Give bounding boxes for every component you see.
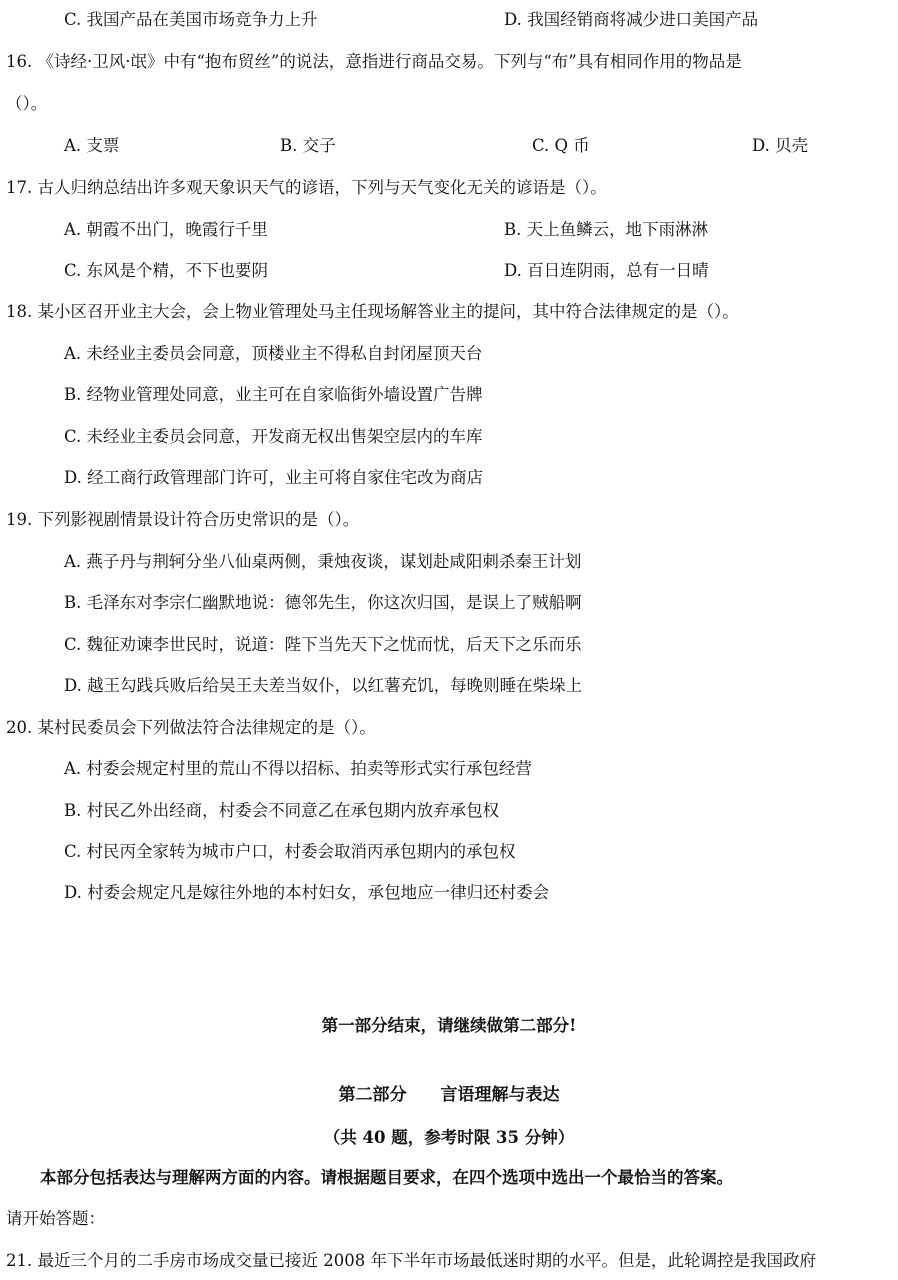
q17-option-d: D. 百日连阴雨，总有一日晴 — [504, 261, 709, 280]
q18-option-c: C. 未经业主委员会同意，开发商无权出售架空层内的车库 — [64, 427, 483, 446]
q20-option-a: A. 村委会规定村里的荒山不得以招标、拍卖等形式实行承包经营 — [64, 759, 532, 778]
q19-option-c: C. 魏征劝谏李世民时，说道：陛下当先天下之忧而忧，后天下之乐而乐 — [64, 635, 582, 654]
q18-option-a: A. 未经业主委员会同意，顶楼业主不得私自封闭屋顶天台 — [64, 344, 483, 363]
q16-option-c: C. Q 币 — [532, 136, 590, 155]
part2-title: 第二部分 言语理解与表达 — [338, 1085, 560, 1105]
part1-end-notice: 第一部分结束，请继续做第二部分! — [321, 1016, 577, 1035]
q20-option-b: B. 村民乙外出经商，村委会不同意乙在承包期内放弃承包权 — [64, 801, 500, 820]
q19-option-a: A. 燕子丹与荆轲分坐八仙桌两侧，秉烛夜谈，谋划赴咸阳刺杀秦王计划 — [64, 552, 582, 571]
q18-option-b: B. 经物业管理处同意，业主可在自家临街外墙设置广告牌 — [64, 385, 483, 404]
q16-option-a: A. 支票 — [64, 136, 120, 155]
q17-stem: 17. 古人归纳总结出许多观天象识天气的谚语，下列与天气变化无关的谚语是（）。 — [6, 178, 607, 197]
q21-stem: 21. 最近三个月的二手房市场成交量已接近 2008 年下半年市场最低迷时期的水平。但是，此轮调控是我国政府 — [6, 1251, 816, 1270]
q17-option-c: C. 东风是个精，不下也要阴 — [64, 261, 269, 280]
q19-stem: 19. 下列影视剧情景设计符合历史常识的是（）。 — [6, 510, 360, 529]
q15-option-c: C. 我国产品在美国市场竞争力上升 — [64, 10, 318, 29]
part2-instruction: 本部分包括表达与理解两方面的内容。请根据题目要求，在四个选项中选出一个最恰当的答案。 — [40, 1168, 733, 1187]
q18-option-d: D. 经工商行政管理部门许可，业主可将自家住宅改为商店 — [64, 468, 484, 487]
q15-option-d: D. 我国经销商将减少进口美国产品 — [504, 10, 759, 29]
q16-option-b: B. 交子 — [280, 136, 336, 155]
q19-option-b: B. 毛泽东对李宗仁幽默地说：德邻先生，你这次归国，是误上了贼船啊 — [64, 593, 582, 612]
q18-stem: 18. 某小区召开业主大会，会上物业管理处马主任现场解答业主的提问，其中符合法律规定的是（）。 — [6, 302, 739, 321]
part2-start-label: 请开始答题： — [6, 1209, 105, 1228]
q20-stem: 20. 某村民委员会下列做法符合法律规定的是（）。 — [6, 718, 376, 737]
q17-option-a: A. 朝霞不出门，晚霞行千里 — [64, 220, 268, 239]
q20-option-d: D. 村委会规定凡是嫁往外地的本村妇女，承包地应一律归还村委会 — [64, 883, 550, 902]
q16-stem: 16. 《诗经·卫风·氓》中有“抱布贸丝”的说法，意指进行商品交易。下列与“布”具有相同作用的物品是 — [6, 52, 742, 71]
q16-option-d: D. 贝壳 — [752, 136, 809, 155]
q19-option-d: D. 越王勾践兵败后给吴王夫差当奴仆，以红薯充饥，每晚则睡在柴垛上 — [64, 676, 583, 695]
part2-subtitle: （共 40 题，参考时限 35 分钟） — [323, 1128, 575, 1147]
q17-option-b: B. 天上鱼鳞云，地下雨淋淋 — [504, 220, 709, 239]
q16-stem-continued: （）。 — [6, 94, 48, 113]
q20-option-c: C. 村民丙全家转为城市户口，村委会取消丙承包期内的承包权 — [64, 842, 516, 861]
